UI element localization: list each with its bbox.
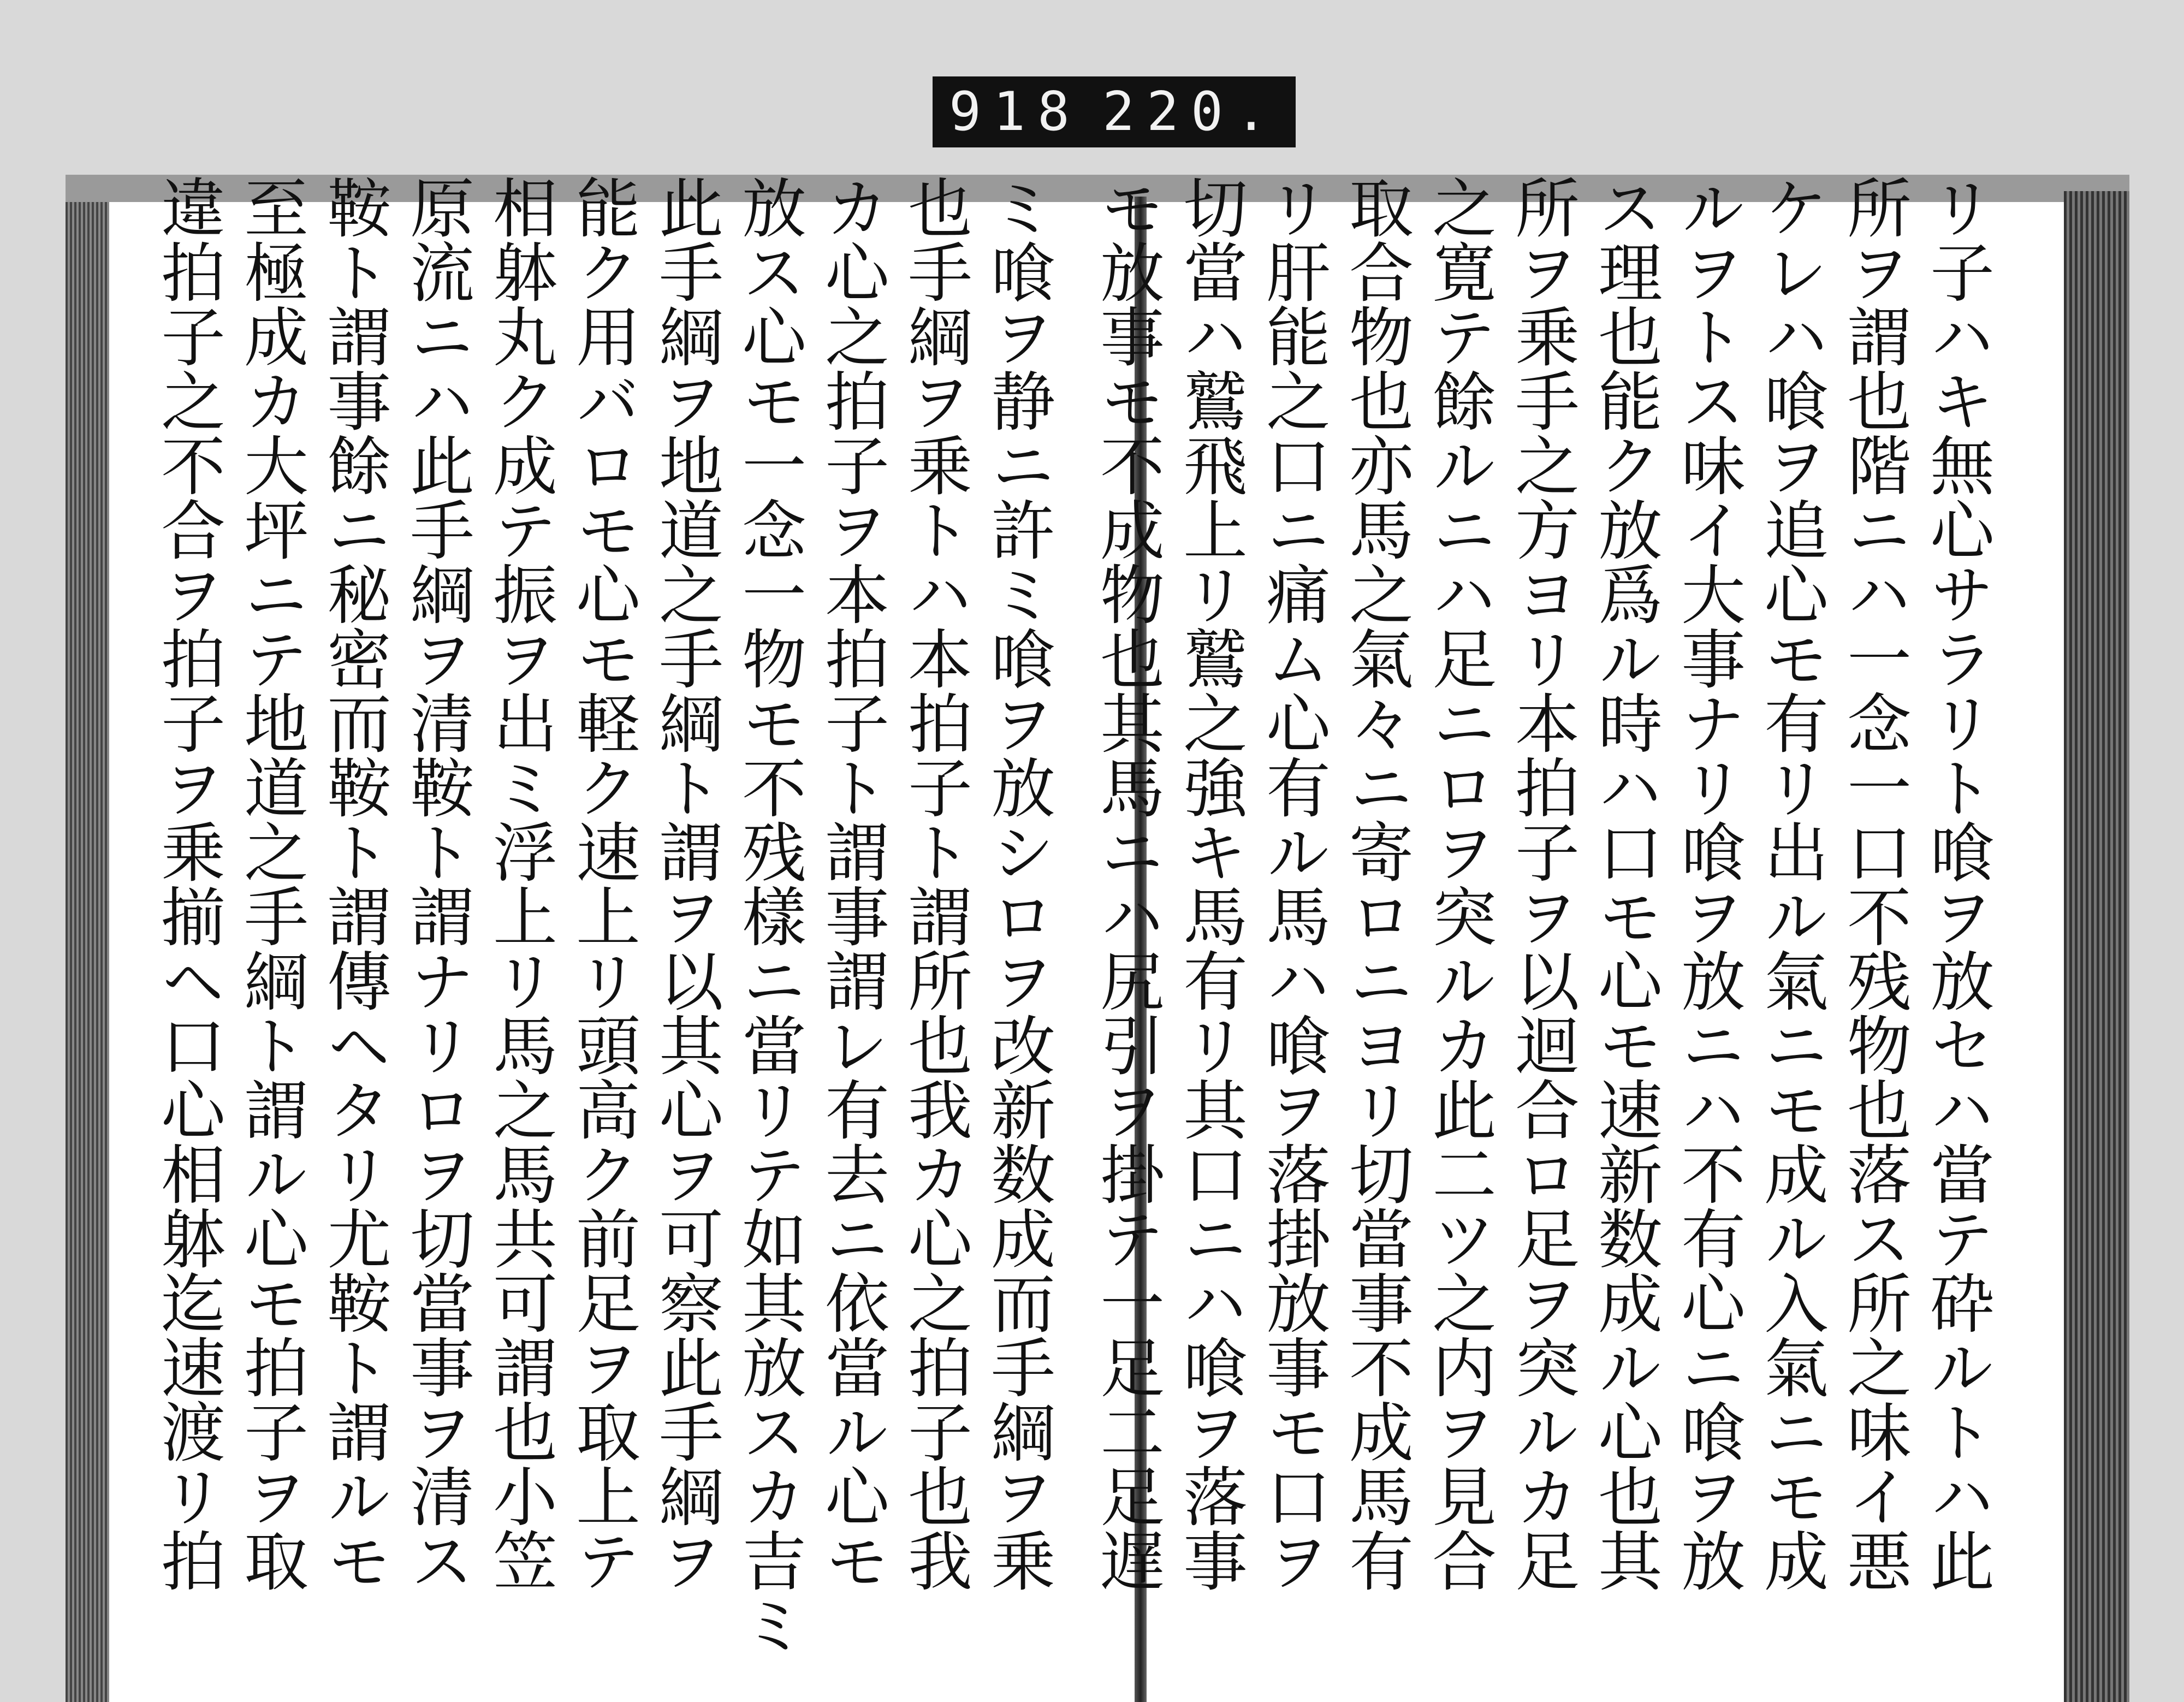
text-column: 違拍子之不合ヲ拍子ヲ乗揃ヘ口心相躰迄速渡リ拍 <box>150 175 225 1592</box>
text-column: カ心之拍子ヲ本拍子ト謂事謂レ有去ニ依當ル心モ <box>814 175 889 1592</box>
text-column: リ肝能之口ニ痛ム心有ル馬ハ喰ヲ落掛放事モ口ヲ <box>1255 175 1331 1592</box>
text-column: 之寛テ餘ルニハ足ニロヲ突ルカ此二ツ之内ヲ見合 <box>1421 175 1497 1592</box>
catalog-number-secondary: 220. <box>1102 81 1279 143</box>
text-column: 所ヲ乗手之方ヨリ本拍子ヲ以迴合ロ足ヲ突ルカ足 <box>1504 175 1580 1592</box>
text-column: 也手綱ヲ乗トハ本拍子ト謂所也我カ心之拍子也我 <box>897 175 972 1592</box>
right-page-text <box>1089 175 1998 1592</box>
text-column: 所ヲ謂也階ニハ一念一口不残物也落ス所之味イ悪 <box>1836 175 1912 1592</box>
text-column: ミ喰ヲ静ニ許ミ喰ヲ放シロヲ改新数成而手綱ヲ乗 <box>980 175 1055 1592</box>
text-column: 切當ハ鷲飛上リ鷲之強キ馬有リ其口ニハ喰ヲ落事 <box>1172 175 1248 1592</box>
text-column: 相躰丸ク成テ振ヲ出ミ浮上リ馬之馬共可謂也小笠 <box>482 175 557 1592</box>
text-column: 鞍ト謂事餘ニ秘密而鞍ト謂傳ヘタリ尤鞍ト謂ルモ <box>316 175 391 1592</box>
text-column: 取合物也亦馬之氣々ニ寄ロニヨリ切當事不成馬有 <box>1338 175 1414 1592</box>
text-column: ス理也能ク放爲ル時ハ口モ心モ速新数成ル心也其 <box>1587 175 1663 1592</box>
text-column: 放ス心モ一念一物モ不残樣ニ當リテ如其放スカ吉ミ <box>731 175 806 1657</box>
book-edge-right <box>2064 191 2129 1702</box>
text-column: 至極成カ大坪ニテ地道之手綱ト謂ル心モ拍子ヲ取 <box>233 175 308 1592</box>
book-edge-left <box>66 202 109 1702</box>
text-column: ケレハ喰ヲ追心モ有リ出ル氣ニモ成ル入氣ニモ成 <box>1753 175 1829 1592</box>
text-column: 此手綱ヲ地道之手綱ト謂ヲ以其心ヲ可察此手綱ヲ <box>648 175 723 1592</box>
catalog-number-label <box>933 76 1296 147</box>
text-column: リ子ハキ無心サラリト喰ヲ放セハ當テ砕ルトハ此 <box>1919 175 1995 1592</box>
left-page-text <box>131 175 1059 1657</box>
catalog-number-primary: 918 <box>949 81 1082 143</box>
text-column: ルヲトス味イ大事ナリ喰ヲ放ニハ不有心ニ喰ヲ放 <box>1670 175 1746 1592</box>
text-column: 能ク用バロモ心モ軽ク速上リ頭高ク前足ヲ取上テ <box>565 175 640 1592</box>
text-column: 原流ニハ此手綱ヲ清鞍ト謂ナリロヲ切當事ヲ清ス <box>399 175 474 1592</box>
text-column: モ放事モ不成物也其馬ニハ尻引ヲ掛テ一足二足遅 <box>1089 175 1165 1592</box>
